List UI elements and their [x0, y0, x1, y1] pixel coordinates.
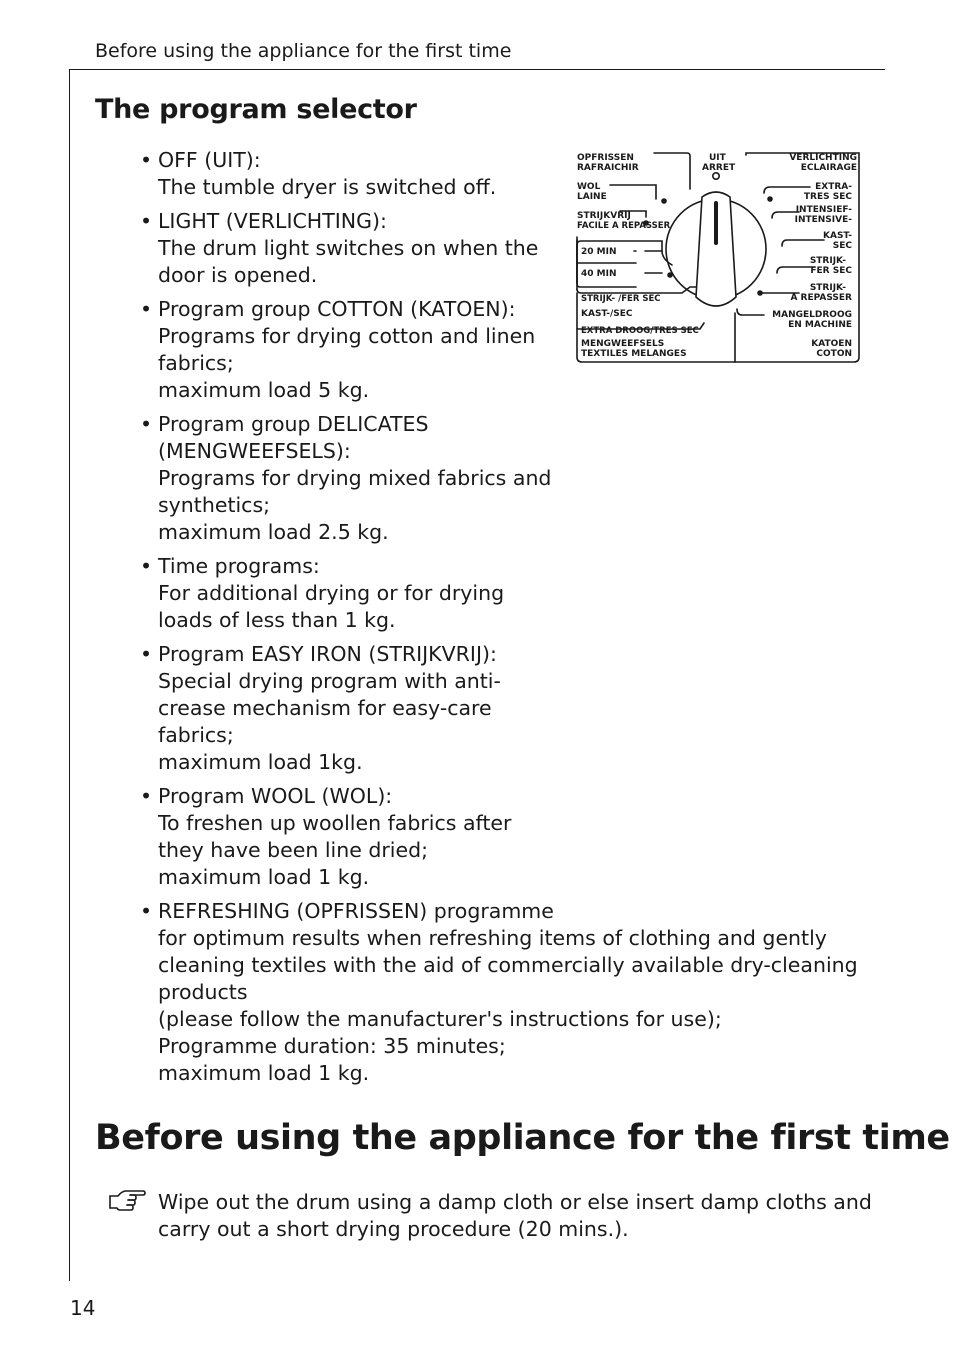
dial-label-wol: WOL	[577, 182, 601, 192]
dial-label-extra-droog: EXTRA DROOG/TRES SEC	[581, 326, 699, 336]
item-title: • Program EASY IRON (STRIJKVRIJ):	[158, 642, 497, 666]
item-line: loads of less than 1 kg.	[158, 608, 396, 632]
dial-label-extra: EXTRA-	[815, 182, 852, 192]
item-title: • Program group DELICATES	[158, 412, 429, 436]
item-title: • LIGHT (VERLICHTING):	[158, 209, 387, 233]
item-line: crease mechanism for easy-care	[158, 696, 492, 720]
item-line: for optimum results when refreshing items of clothing and gently	[158, 926, 827, 950]
item-title: • OFF (UIT):	[158, 148, 261, 172]
item-line: Programs for drying cotton and linen	[158, 324, 536, 348]
item-line: The tumble dryer is switched off.	[158, 175, 497, 199]
running-header: Before using the appliance for the first time	[95, 40, 512, 62]
item-line: For additional drying or for drying	[158, 581, 505, 605]
dial-label-mangeldroog: MANGELDROOG	[772, 310, 852, 320]
instruction-line: carry out a short drying procedure (20 mins.).	[158, 1217, 629, 1241]
item-line: maximum load 1kg.	[158, 750, 363, 774]
dial-label-textiles-melanges: TEXTILES MELANGES	[581, 349, 687, 359]
dial-label-facile-a-repasser: FACILE A REPASSER	[577, 221, 671, 231]
item-title: • Time programs:	[158, 554, 320, 578]
item-line: cleaning textiles with the aid of commercially available dry-cleaning	[158, 953, 858, 977]
program-selector-dial-diagram	[574, 147, 860, 367]
dial-label-en-machine: EN MACHINE	[788, 320, 852, 330]
item-line: door is opened.	[158, 263, 318, 287]
item-line: fabrics;	[158, 723, 234, 747]
dial-label-20-min: 20 MIN	[581, 247, 617, 257]
item-line: (please follow the manufacturer's instructions for use);	[158, 1007, 722, 1031]
dial-label-mengweefsels: MENGWEEFSELS	[581, 339, 665, 349]
item-line: products	[158, 980, 248, 1004]
dial-label-laine: LAINE	[577, 192, 607, 202]
item-line: maximum load 5 kg.	[158, 378, 370, 402]
list-item-time-programs	[140, 553, 900, 634]
section-heading-program-selector: The program selector	[95, 94, 417, 125]
page-number: 14	[70, 1296, 96, 1320]
main-heading-first-use: Before using the appliance for the first time	[95, 1118, 950, 1158]
pointing-hand-icon	[108, 1188, 146, 1214]
header-rule	[69, 69, 885, 70]
dial-label-arret: ARRET	[702, 163, 736, 173]
item-line: maximum load 1 kg.	[158, 865, 370, 889]
dial-label-verlichting: VERLICHTING	[789, 153, 857, 163]
dial-label-sec: SEC	[832, 241, 852, 251]
item-line: Programs for drying mixed fabrics and	[158, 466, 552, 490]
dial-label-strijk-mark: STRIJK-	[809, 283, 846, 293]
dial-label-fer-sec-right: FER SEC	[810, 266, 852, 276]
dial-label-kast-sec: KAST-/SEC	[581, 309, 633, 319]
dial-label-40-min: 40 MIN	[581, 269, 617, 279]
item-line: maximum load 1 kg.	[158, 1061, 370, 1085]
dial-label-opfrissen: OPFRISSEN	[577, 153, 634, 163]
margin-rule	[69, 69, 70, 1281]
item-line: To freshen up woollen fabrics after	[158, 811, 512, 835]
dial-label-strijk-fer-sec: STRIJK- /FER SEC	[581, 294, 661, 304]
dial-label-intensive: INTENSIVE-	[794, 215, 852, 225]
dial-label-strijk-right: STRIJK-	[809, 256, 846, 266]
dial-label-coton: COTON	[816, 349, 852, 359]
list-item-easy-iron	[140, 641, 900, 776]
dial-label-tres-sec-top: TRES SEC	[803, 192, 852, 202]
instruction-line: Wipe out the drum using a damp cloth or else insert damp cloths and	[158, 1190, 872, 1214]
item-title: • REFRESHING (OPFRISSEN) programme	[158, 899, 554, 923]
item-line: The drum light switches on when the	[158, 236, 539, 260]
list-item-delicates	[140, 411, 900, 546]
dial-label-uit: UIT	[709, 153, 726, 163]
item-line: (MENGWEEFSELS):	[158, 439, 351, 463]
dial-label-intensief: INTENSIEF-	[795, 205, 852, 215]
item-line: Programme duration: 35 minutes;	[158, 1034, 506, 1058]
item-line: Special drying program with anti-	[158, 669, 501, 693]
item-title: • Program WOOL (WOL):	[158, 784, 393, 808]
first-use-instruction	[158, 1189, 878, 1243]
dial-label-katoen: KATOEN	[811, 339, 852, 349]
item-line: they have been line dried;	[158, 838, 429, 862]
dial-label-kast: KAST-	[823, 231, 852, 241]
list-item-wool	[140, 783, 900, 891]
dial-label-strijkvrij: STRIJKVRIJ	[577, 211, 631, 221]
item-line: maximum load 2.5 kg.	[158, 520, 389, 544]
item-line: fabrics;	[158, 351, 234, 375]
item-title: • Program group COTTON (KATOEN):	[158, 297, 516, 321]
item-line: synthetics;	[158, 493, 271, 517]
dial-label-rafraichir: RAFRAICHIR	[577, 163, 639, 173]
dial-label-eclairage: ECLAIRAGE	[800, 163, 857, 173]
list-item-refreshing	[140, 898, 900, 1087]
dial-label-a-repasser: A REPASSER	[790, 293, 852, 303]
